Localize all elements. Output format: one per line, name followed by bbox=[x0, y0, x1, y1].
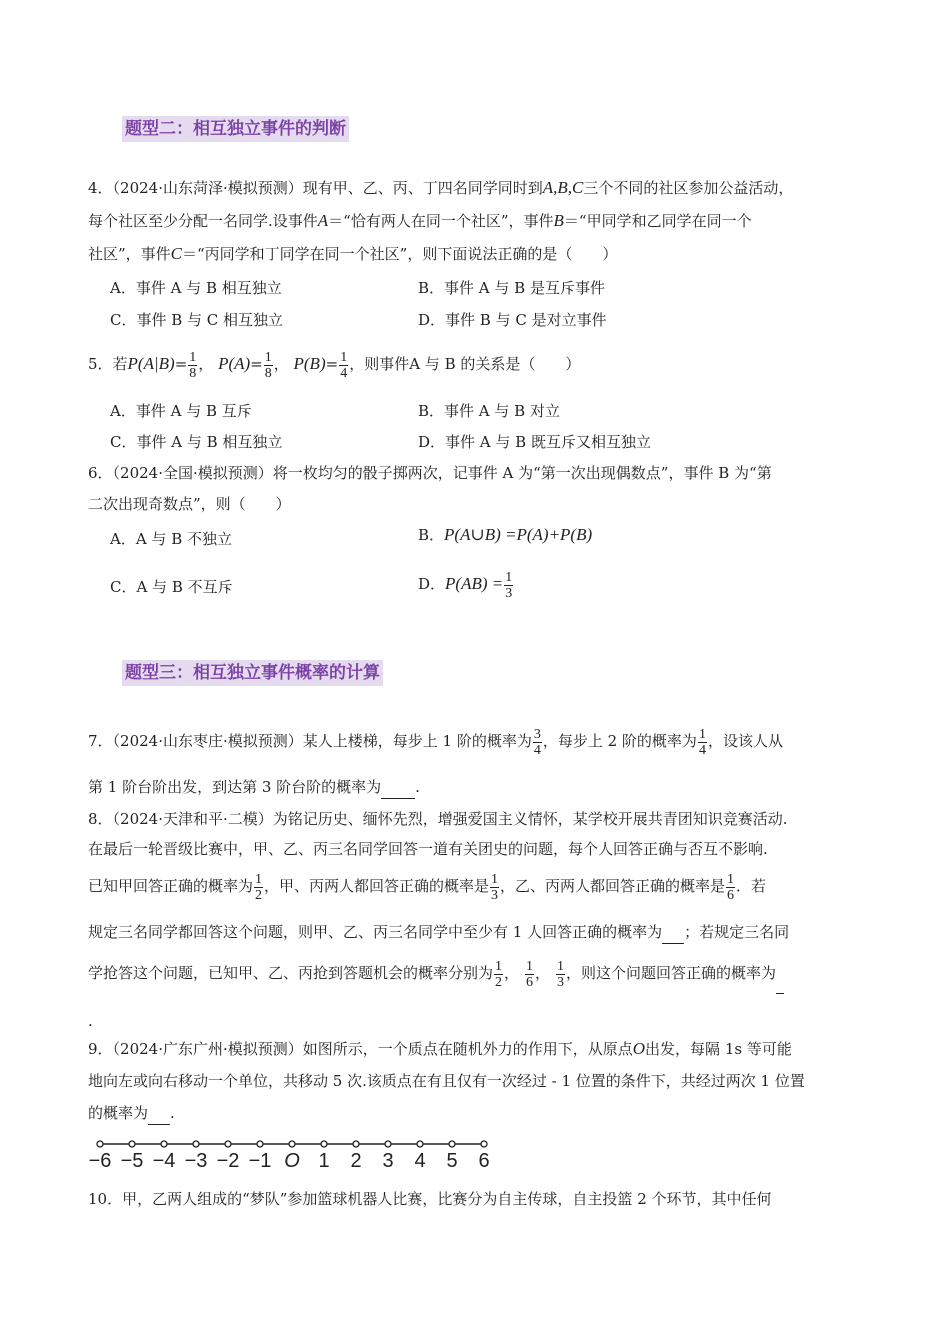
q4-option-d[interactable]: D．事件 B 与 C 是对立事件 bbox=[418, 311, 607, 329]
q8-line-1: 8．（2024·天津和平·二模）为铭记历史、缅怀先烈，增强爱国主义情怀，某学校开展共青团知识竞赛活动. bbox=[88, 810, 788, 828]
q8-line-4: 规定三名同学都回答这个问题，则甲、乙、丙三名同学中至少有 1 人回答正确的概率为 ；若规定三名同 bbox=[88, 921, 789, 944]
q4-line-1: 4．（2024·山东菏泽·模拟预测）现有甲、乙、丙、丁四名同学同时到A,B,C三个不同的社区参加公益活动， bbox=[88, 178, 794, 197]
number-line-label: −2 bbox=[216, 1150, 240, 1172]
q8-line-2: 在最后一轮晋级比赛中，甲、乙、丙三名同学回答一道有关团史的问题，每个人回答正确与否互不影响. bbox=[88, 840, 768, 858]
q10-line-1: 10．甲，乙两人组成的“梦队”参加篮球机器人比赛，比赛分为自主传球，自主投篮 2 个环节，其中任何 bbox=[88, 1190, 772, 1208]
q6-option-c[interactable]: C．A 与 B 不互斥 bbox=[110, 578, 233, 596]
answer-blank[interactable] bbox=[776, 953, 784, 994]
q6-line-1: 6．（2024·全国·模拟预测）将一枚均匀的骰子掷两次，记事件 A 为“第一次出现偶数点”，事件 B 为“第 bbox=[88, 464, 772, 482]
number-line-point bbox=[289, 1141, 295, 1147]
q9-line-1: 9．（2024·广东广州·模拟预测）如图所示，一个质点在随机外力的作用下，从原点O出发，每隔 1s 等可能 bbox=[88, 1039, 792, 1058]
number-line-label: 1 bbox=[318, 1150, 330, 1172]
q9-line-3: 的概率为 . bbox=[88, 1102, 175, 1125]
q6-option-a[interactable]: A．A 与 B 不独立 bbox=[110, 530, 232, 548]
number-line-point bbox=[161, 1141, 167, 1147]
number-line-label: 2 bbox=[350, 1150, 362, 1172]
q4-option-c[interactable]: C．事件 B 与 C 相互独立 bbox=[110, 311, 284, 329]
number-line-figure bbox=[88, 1134, 498, 1178]
q8-line-3: 已知甲回答正确的概率为 $\frac{1}{2}$ ，甲、丙两人都回答正确的概率是 $\frac{1}{3}$ ，乙、丙两人都回答正确的概率是 $\frac{1}{6}$ ．若 bbox=[88, 871, 767, 903]
q5-option-a[interactable]: A．事件 A 与 B 互斥 bbox=[110, 402, 252, 420]
number-line-point bbox=[129, 1141, 135, 1147]
number-line-point bbox=[193, 1141, 199, 1147]
q8-line-5: 学抢答这个问题，已知甲、乙、丙抢到答题机会的概率分别为 $\frac{1}{2}$ ， $\frac{1}{6}$ ， $\frac{1}{3}$ ，则这个问题回答正确的概率为 bbox=[88, 953, 784, 994]
q8-line-6: . bbox=[88, 1012, 93, 1030]
answer-blank[interactable] bbox=[381, 776, 415, 799]
q5-line-1: 5．若P(A|B)= $\frac{1}{8}$ ， P(A)= $\frac{1}{8}$ ， P(B)= $\frac{1}{4}$ ，则事件A 与 B 的关系是（ ） bbox=[88, 349, 581, 381]
number-line-point bbox=[225, 1141, 231, 1147]
section-heading-2: 题型二：相互独立事件的判断 bbox=[122, 116, 349, 142]
q4-option-b[interactable]: B．事件 A 与 B 是互斥事件 bbox=[418, 279, 605, 297]
section-heading-3: 题型三：相互独立事件概率的计算 bbox=[122, 660, 383, 686]
q7-line-2: 第 1 阶台阶出发，到达第 3 阶台阶的概率为 . bbox=[88, 776, 420, 799]
number-line-label: −5 bbox=[120, 1150, 144, 1172]
answer-blank[interactable] bbox=[148, 1102, 170, 1125]
q7-line-1: 7．（2024·山东枣庄·模拟预测）某人上楼梯，每步上 1 阶的概率为 $\frac{3}{4}$ ，每步上 2 阶的概率为 $\frac{1}{4}$ ，设该人从 bbox=[88, 726, 783, 758]
q4-line-3: 社区”，事件C＝“丙同学和丁同学在同一个社区”，则下面说法正确的是（ ） bbox=[88, 244, 618, 263]
number-line-label: 3 bbox=[382, 1150, 394, 1172]
q4-option-a[interactable]: A．事件 A 与 B 相互独立 bbox=[110, 279, 282, 297]
number-line-label: 5 bbox=[446, 1150, 458, 1172]
q4-line-2: 每个社区至少分配一名同学.设事件A＝“恰有两人在同一个社区”，事件B＝“甲同学和乙同学在同一个 bbox=[88, 211, 752, 230]
q5-option-c[interactable]: C．事件 A 与 B 相互独立 bbox=[110, 433, 283, 451]
number-line-point bbox=[481, 1141, 487, 1147]
number-line-label: −3 bbox=[184, 1150, 208, 1172]
q6-line-2: 二次出现奇数点”，则（ ） bbox=[88, 495, 291, 513]
number-line-label: 4 bbox=[414, 1150, 426, 1172]
number-line-point bbox=[257, 1141, 263, 1147]
number-line-label: O bbox=[284, 1150, 300, 1172]
number-line-point bbox=[385, 1141, 391, 1147]
q6-option-d[interactable]: D．P(AB) = $\frac{1}{3}$ bbox=[418, 569, 513, 601]
number-line-point bbox=[321, 1141, 327, 1147]
number-line-point bbox=[97, 1141, 103, 1147]
number-line-point bbox=[353, 1141, 359, 1147]
q6-option-b[interactable]: B．P(A∪B) =P(A)+P(B) bbox=[418, 525, 593, 544]
number-line-label: 6 bbox=[478, 1150, 490, 1172]
number-line-point bbox=[449, 1141, 455, 1147]
number-line-label: −1 bbox=[248, 1150, 272, 1172]
number-line-label: −4 bbox=[152, 1150, 176, 1172]
number-line-label: −6 bbox=[88, 1150, 112, 1172]
number-line-point bbox=[417, 1141, 423, 1147]
q5-option-d[interactable]: D．事件 A 与 B 既互斥又相互独立 bbox=[418, 433, 651, 451]
q5-option-b[interactable]: B．事件 A 与 B 对立 bbox=[418, 402, 560, 420]
q9-line-2: 地向左或向右移动一个单位，共移动 5 次.该质点在有且仅有一次经过 - 1 位置的条件下，共经过两次 1 位置 bbox=[88, 1072, 805, 1090]
answer-blank[interactable] bbox=[662, 921, 684, 944]
